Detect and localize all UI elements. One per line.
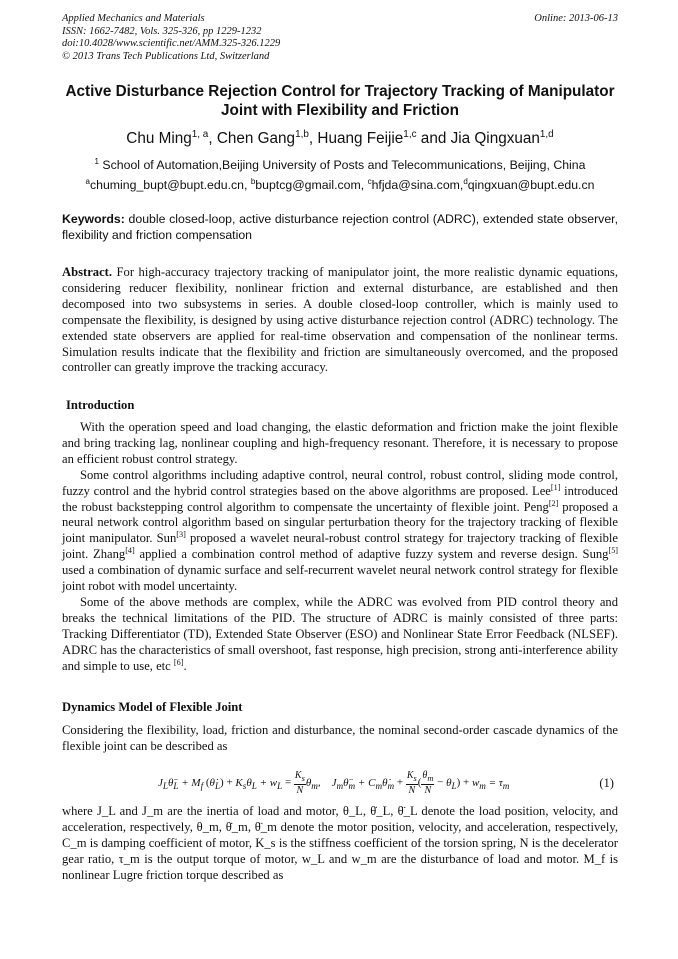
citation[interactable]: [6] — [173, 657, 184, 667]
affiliation — [62, 158, 618, 173]
author-name: Jia Qingxuan — [450, 130, 540, 147]
email-address[interactable]: chuming_bupt@bupt.edu.cn — [89, 178, 244, 192]
email-mark: d — [463, 176, 468, 186]
section-heading-introduction: Introduction — [66, 398, 135, 412]
citation[interactable]: [1] — [550, 482, 561, 492]
intro-paragraph-2 — [62, 468, 618, 595]
author-affil-mark: 1,d — [539, 128, 554, 140]
email-mark: a — [85, 176, 90, 186]
dynamics-paragraph-1: Considering the flexibility, load, friction and disturbance, the nominal second-order cascade dynamics of the flexible joint can be described as — [62, 723, 618, 753]
section-heading-dynamics: Dynamics Model of Flexible Joint — [62, 700, 243, 714]
journal-name: Applied Mechanics and Materials — [62, 13, 205, 24]
citation[interactable]: [3] — [176, 530, 186, 540]
abstract-label: Abstract. — [62, 265, 113, 279]
paragraph-text: . — [183, 658, 187, 673]
journal-header — [62, 13, 618, 63]
equation-1 — [62, 767, 618, 801]
equation-body: $J_L\thetä_L + M_f$ $(\thetȧ_L) + K_s\theta_L + w_L$ = $\frac{K_s}{N}$ $\theta_m$, $J_m\thetä_m$ + $C_m\thetȧ_m$ + $\frac{K_s}{N}$ ( $\frac{\theta_m}{N}$ − $\theta_L) + w_m = \tau_m$ — [158, 770, 510, 796]
author-affil-mark: 1,b — [295, 128, 309, 140]
paragraph-text: Some of the above methods are complex, while the ADRC was evolved from PID control theory and breaks the technical limitations of the PID. The structure of ADRC is mainly consisted of three parts: Tracking Differentiator (TD), Extended State Observer (ESO) and Nonlinear State Error Feedback (NLSEF). ADRC has the characteristics of small overshoot, fast response, high precision, strong anti-interference ability and simple to use, etc — [62, 594, 618, 673]
paragraph-text: proposed a wavelet neural-robust control strategy for trajectory tracking of flexible joint. Zhang — [62, 531, 618, 562]
author-affil-mark: 1,c — [403, 128, 417, 140]
author-name: Huang Feijie — [317, 130, 404, 147]
author-separator: , — [308, 130, 318, 147]
online-date: Online: 2013-06-13 — [534, 13, 618, 24]
paragraph-text: used a combination of dynamic surface and self-recurrent wavelet neural network control strategy for flexible joint robot with model uncertainty. — [62, 563, 618, 594]
author-affil-mark: 1, a — [191, 128, 209, 140]
email-address[interactable]: buptcg@gmail.com — [255, 178, 361, 192]
abstract-text: For high-accuracy trajectory tracking of manipulator joint, the more realistic dynamic equations, considering reducer flexibility, nonlinear friction and external disturbance, are established and then decomposed into two subsystems in series. A double closed-loop controller, which is mainly used to compensate the flexibility, is designed by using active disturbance rejection control (ADRC) technology. The extended state observers are applied for real-time observation and compensation of the nonlinear terms. Simulation results indicate that the flexibility and friction are simultaneously overcomed, and the proposed controller can greatly improve the tracking accuracy. — [62, 265, 618, 375]
doi-line: doi:10.4028/www.scientific.net/AMM.325-326.1229 — [62, 38, 281, 49]
email-list: $^a$chuming_bupt@bupt.edu.cn, $^b$buptcg@gmail.com, $^c$hfjda@sina.com,$^d$qingxuan@bupt.edu.cn — [85, 176, 595, 192]
author-name: Chu Ming — [126, 130, 192, 147]
email-address[interactable]: qingxuan@bupt.edu.cn — [467, 178, 595, 192]
citation[interactable]: [4] — [125, 546, 135, 556]
dynamics-paragraph-2: where J_L and J_m are the inertia of load and motor, θ_L, θ̇_L, θ̈_L denote the load position, velocity, and acceleration, respectively, θ_m, θ̇_m, θ̈_m denote the motor position, velocity, and acceleration, respectively, C_m is damping coefficient of motor, K_s is the stiffness coefficient of the torsion spring, N is the decelerator gear ratio, τ_m is the output torque of motor, w_L and w_m are the disturbance of load and motor. M_f is nonlinear Lugre friction torque described as — [62, 804, 618, 882]
equation-number: (1) — [599, 776, 614, 790]
issn-line: ISSN: 1662-7482, Vols. 325-326, pp 1229-1232 — [62, 25, 262, 37]
keywords-label: Keywords: — [62, 212, 125, 226]
citation[interactable]: [2] — [548, 498, 559, 508]
author-separator: and — [416, 130, 451, 147]
dynamics-description — [62, 804, 618, 884]
paragraph-text: introduced the robust backstepping control algorithm to compensate the uncertainty of flexible joint. Peng — [62, 483, 618, 514]
introduction-body — [62, 420, 618, 675]
abstract — [62, 265, 618, 376]
paragraph-text: proposed a neural network control algorithm based on singular perturbation theory for the trajectory tracking of flexible joint manipulator. Sun — [62, 499, 618, 546]
dynamics-intro — [62, 723, 618, 755]
author-name: Chen Gang — [216, 130, 296, 147]
keywords — [62, 212, 618, 243]
copyright-line: © 2013 Trans Tech Publications Ltd, Switzerland — [62, 50, 270, 62]
intro-paragraph-1: With the operation speed and load changing, the elastic deformation and friction make the joint flexible and bring tracking lag, nonlinear coupling and high-frequency resonant. Therefore, it is necessary to propose an efficient robust control strategy. — [62, 420, 618, 466]
keywords-text: double closed-loop, active disturbance rejection control (ADRC), extended state observer, flexibility and friction compensation — [62, 212, 618, 242]
affiliation-mark: 1 — [94, 156, 99, 166]
citation[interactable]: [5] — [608, 546, 619, 556]
email-mark: b — [250, 176, 256, 186]
author-separator: , — [208, 130, 217, 147]
affiliation-text: School of Automation,Beijing University of Posts and Telecommunications, Beijing, China — [102, 158, 586, 172]
paragraph-text: Some control algorithms including adaptive control, neural control, robust control, sliding mode control, fuzzy control and the hybrid control strategies based on the above algorithms are proposed. Lee — [62, 467, 618, 498]
email-address[interactable]: hfjda@sina.com — [371, 178, 460, 192]
paper-title: Active Disturbance Rejection Control for Trajectory Tracking of Manipulator Joint with Flexibility and Friction — [65, 83, 615, 119]
author-list — [62, 130, 618, 148]
email-mark: c — [367, 176, 372, 186]
paragraph-text: applied a combination control method of adaptive fuzzy system and reverse design. Sung — [134, 547, 609, 562]
intro-paragraph-3 — [62, 595, 618, 675]
